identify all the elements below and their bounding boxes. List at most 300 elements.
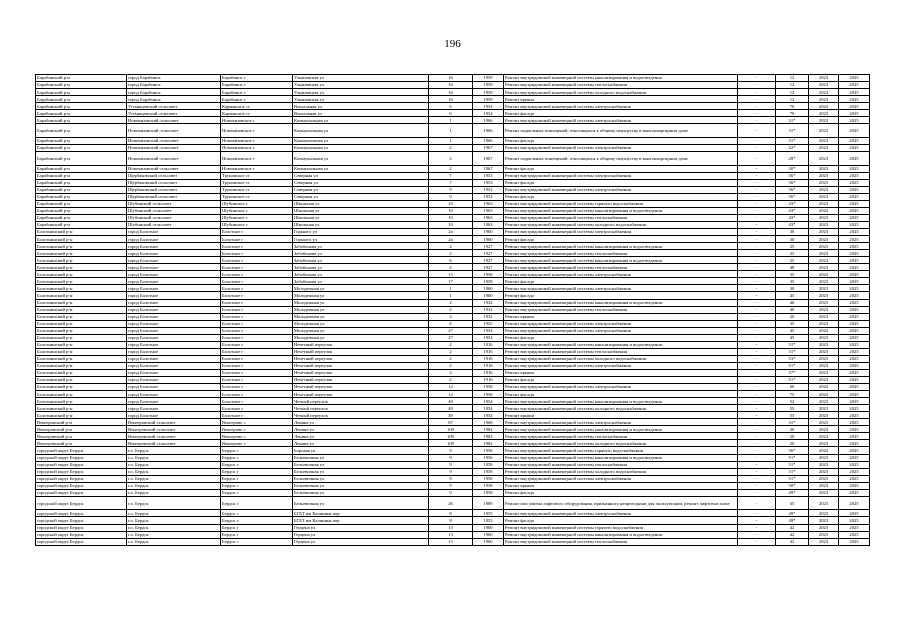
- cell-year-to: 2025: [839, 172, 870, 179]
- cell-value: 31*: [776, 137, 809, 144]
- cell-district: городской округ Бердск: [36, 468, 127, 475]
- cell-locality: Болотное г: [221, 405, 293, 412]
- cell-house: 9: [429, 482, 473, 489]
- cell-value: 51*: [776, 362, 809, 369]
- cell-work-type: Ремонт фасада: [504, 278, 738, 285]
- cell-value: 28*: [776, 152, 809, 166]
- cell-house: 27: [429, 334, 473, 341]
- cell-work-type: Ремонт внутридомовой инженерной системы электроснабжения: [504, 271, 738, 278]
- cell-district: Болотнинский р-н: [36, 299, 127, 306]
- cell-work-type: Ремонт фасада: [504, 137, 738, 144]
- table-row: [36, 144, 870, 151]
- table-row: [36, 264, 870, 271]
- cell-district: Болотнинский р-н: [36, 377, 127, 384]
- cell-value: 45: [776, 292, 809, 299]
- cell-locality: Шубинское с: [221, 207, 293, 214]
- cell-year-to: 2025: [839, 89, 870, 96]
- cell-locality: Болотное г: [221, 384, 293, 391]
- cell-value: 51*: [776, 377, 809, 384]
- table-row: [36, 186, 870, 193]
- table-row: [36, 124, 870, 138]
- cell-dash: -: [738, 320, 776, 327]
- cell-locality: Болотное г: [221, 355, 293, 362]
- cell-dash: -: [738, 348, 776, 355]
- cell-street: Нечетный переулок: [293, 377, 429, 384]
- cell-district: Барабинский р-н: [36, 82, 127, 89]
- cell-year: 1953: [473, 172, 504, 179]
- cell-street: Молодежная ул: [293, 313, 429, 320]
- cell-year-from: 2023: [809, 320, 839, 327]
- cell-locality: Бердск г: [221, 531, 293, 538]
- cell-locality: Болотное г: [221, 348, 293, 355]
- cell-locality: Шубинское с: [221, 221, 293, 228]
- cell-value: 12: [776, 96, 809, 103]
- cell-house: 9: [429, 468, 473, 475]
- cell-settlement: Новочановский сельсовет: [127, 144, 221, 151]
- cell-settlement: город Барабинск: [127, 89, 221, 96]
- cell-street: Бельевичная ул: [293, 489, 429, 496]
- cell-year: 1959: [473, 96, 504, 103]
- cell-settlement: город Болотное: [127, 264, 221, 271]
- cell-value: 32*: [776, 144, 809, 151]
- cell-work-type: Ремонт внутридомовой инженерной системы теплоснабжения: [504, 538, 738, 545]
- table-row: [36, 348, 870, 355]
- table-row: [36, 369, 870, 376]
- table-row: [36, 243, 870, 250]
- cell-value: 35: [776, 278, 809, 285]
- cell-dash: -: [738, 243, 776, 250]
- cell-locality: Болотное г: [221, 313, 293, 320]
- cell-settlement: Венгеровский сельсовет: [127, 426, 221, 433]
- cell-year-from: 2023: [809, 468, 839, 475]
- cell-district: Барабинский р-н: [36, 207, 127, 214]
- cell-street: Нечетный переулок: [293, 391, 429, 398]
- cell-year-from: 2023: [809, 229, 839, 236]
- cell-year-to: 2025: [839, 517, 870, 524]
- cell-year: 1959: [473, 89, 504, 96]
- cell-street: Бельевичная ул: [293, 454, 429, 461]
- page-number: 196: [444, 38, 461, 50]
- table-row: [36, 82, 870, 89]
- cell-value: 35: [776, 496, 809, 510]
- cell-year: 1958: [473, 391, 504, 398]
- cell-year-to: 2025: [839, 524, 870, 531]
- cell-value: 43*: [776, 200, 809, 207]
- cell-value: 75: [776, 391, 809, 398]
- cell-dash: -: [738, 391, 776, 398]
- cell-street: Коммунальная ул: [293, 117, 429, 124]
- cell-house: 10: [429, 221, 473, 228]
- cell-street: Горького ул: [293, 229, 429, 236]
- cell-value: 56*: [776, 179, 809, 186]
- cell-year-to: 2025: [839, 468, 870, 475]
- cell-work-type: Ремонт крыши: [504, 369, 738, 376]
- cell-year-from: 2023: [809, 313, 839, 320]
- cell-year-to: 2025: [839, 398, 870, 405]
- cell-year: 1967: [473, 165, 504, 172]
- cell-house: 2а: [429, 236, 473, 243]
- table-row: [36, 179, 870, 186]
- cell-year-from: 2023: [809, 264, 839, 271]
- cell-dash: -: [738, 292, 776, 299]
- cell-locality: Шубинское с: [221, 200, 293, 207]
- cell-year-from: 2023: [809, 447, 839, 454]
- cell-settlement: город Болотное: [127, 412, 221, 419]
- cell-year-to: 2025: [839, 278, 870, 285]
- cell-locality: Бердск г: [221, 454, 293, 461]
- cell-work-type: Ремонт внутридомовой инженерной системы холодного водоснабжения: [504, 468, 738, 475]
- cell-district: городской округ Бердск: [36, 447, 127, 454]
- cell-settlement: город Болотное: [127, 313, 221, 320]
- cell-value: 51*: [776, 454, 809, 461]
- table-row: [36, 341, 870, 348]
- cell-year-to: 2025: [839, 165, 870, 172]
- cell-work-type: Ремонт внутридомовой инженерной системы электроснабжения: [504, 117, 738, 124]
- cell-year-to: 2025: [839, 334, 870, 341]
- cell-street: Четный переулок: [293, 412, 429, 419]
- cell-dash: -: [738, 313, 776, 320]
- cell-house: 6: [429, 264, 473, 271]
- cell-year-from: 2023: [809, 341, 839, 348]
- cell-value: 45: [776, 327, 809, 334]
- cell-year-from: 2023: [809, 538, 839, 545]
- cell-district: Барабинский р-н: [36, 96, 127, 103]
- cell-house: 6: [429, 257, 473, 264]
- cell-house: 109: [429, 433, 473, 440]
- cell-work-type: Ремонт крыши: [504, 96, 738, 103]
- cell-settlement: город Болотное: [127, 377, 221, 384]
- cell-work-type: Ремонт фасада: [504, 179, 738, 186]
- cell-year-from: 2023: [809, 165, 839, 172]
- cell-district: Барабинский р-н: [36, 144, 127, 151]
- cell-settlement: Новочановский сельсовет: [127, 137, 221, 144]
- cell-year: 1963: [473, 200, 504, 207]
- cell-year-to: 2025: [839, 299, 870, 306]
- cell-locality: Новочановское с: [221, 117, 293, 124]
- cell-dash: -: [738, 144, 776, 151]
- table-row: [36, 384, 870, 391]
- cell-value: 25: [776, 243, 809, 250]
- table-body: [36, 75, 870, 546]
- cell-settlement: Щербаковский сельсовет: [127, 193, 221, 200]
- cell-year-to: 2025: [839, 193, 870, 200]
- cell-value: 56*: [776, 193, 809, 200]
- cell-year-to: 2025: [839, 152, 870, 166]
- table-row: [36, 531, 870, 538]
- cell-district: Барабинский р-н: [36, 89, 127, 96]
- cell-dash: -: [738, 454, 776, 461]
- cell-year: 1960: [473, 236, 504, 243]
- cell-year: 1954: [473, 110, 504, 117]
- cell-year: 1956: [473, 454, 504, 461]
- cell-year-from: 2023: [809, 285, 839, 292]
- cell-year-to: 2025: [839, 538, 870, 545]
- cell-year-from: 2023: [809, 299, 839, 306]
- cell-year: 1958: [473, 489, 504, 496]
- cell-value: 43*: [776, 221, 809, 228]
- cell-settlement: г.о. Бердск: [127, 447, 221, 454]
- cell-year-to: 2025: [839, 377, 870, 384]
- cell-year-to: 2025: [839, 419, 870, 426]
- cell-house: 2: [429, 362, 473, 369]
- cell-locality: Болотное г: [221, 412, 293, 419]
- cell-work-type: Ремонт фасада: [504, 165, 738, 172]
- table-row: [36, 454, 870, 461]
- cell-district: Болотнинский р-н: [36, 264, 127, 271]
- cell-value: 40: [776, 306, 809, 313]
- cell-year-to: 2025: [839, 117, 870, 124]
- cell-work-type: Ремонт внутридомовой инженерной системы электроснабжения: [504, 285, 738, 292]
- cell-house: 7: [429, 179, 473, 186]
- cell-year-to: 2025: [839, 348, 870, 355]
- cell-year-from: 2023: [809, 384, 839, 391]
- cell-year-from: 2023: [809, 152, 839, 166]
- cell-year-to: 2025: [839, 369, 870, 376]
- cell-year-from: 2023: [809, 398, 839, 405]
- cell-street: Школьная ул: [293, 221, 429, 228]
- cell-value: 25: [776, 257, 809, 264]
- cell-dash: -: [738, 531, 776, 538]
- cell-district: Болотнинский р-н: [36, 391, 127, 398]
- cell-year-from: 2023: [809, 419, 839, 426]
- cell-value: 42: [776, 538, 809, 545]
- cell-house: 13: [429, 531, 473, 538]
- cell-street: БГБТ им Калинина пер: [293, 510, 429, 517]
- cell-dash: -: [738, 306, 776, 313]
- cell-locality: Кармакское ст: [221, 110, 293, 117]
- cell-district: городской округ Бердск: [36, 475, 127, 482]
- cell-locality: Бердск г: [221, 461, 293, 468]
- cell-year-to: 2025: [839, 461, 870, 468]
- cell-year-to: 2025: [839, 341, 870, 348]
- cell-house: 10: [429, 207, 473, 214]
- cell-house: 12: [429, 391, 473, 398]
- cell-year: 1932: [473, 306, 504, 313]
- cell-year: 1963: [473, 207, 504, 214]
- table-row: [36, 313, 870, 320]
- table-row: [36, 377, 870, 384]
- cell-work-type: Ремонт фасада: [504, 193, 738, 200]
- cell-work-type: Ремонт крыши: [504, 412, 738, 419]
- cell-locality: Кармакское ст: [221, 103, 293, 110]
- cell-district: Барабинский р-н: [36, 152, 127, 166]
- cell-locality: Бердск г: [221, 510, 293, 517]
- cell-house: 8: [429, 510, 473, 517]
- cell-year-from: 2023: [809, 362, 839, 369]
- cell-year: 1954: [473, 334, 504, 341]
- cell-street: Ульяновская ул: [293, 75, 429, 82]
- cell-year-from: 2023: [809, 137, 839, 144]
- cell-year: 1956: [473, 447, 504, 454]
- cell-dash: -: [738, 221, 776, 228]
- cell-street: Северная ул: [293, 179, 429, 186]
- cell-street: Бельевичная ул: [293, 468, 429, 475]
- table-row: [36, 172, 870, 179]
- cell-house: 109: [429, 426, 473, 433]
- cell-value: 70: [776, 110, 809, 117]
- cell-value: 56*: [776, 447, 809, 454]
- cell-dash: -: [738, 179, 776, 186]
- cell-street: Бельевичная ул: [293, 475, 429, 482]
- cell-year-to: 2025: [839, 144, 870, 151]
- cell-value: 51*: [776, 341, 809, 348]
- cell-year: 1966: [473, 137, 504, 144]
- cell-house: 2: [429, 165, 473, 172]
- cell-street: Бельевичная ул: [293, 496, 429, 510]
- cell-year: 1916: [473, 362, 504, 369]
- cell-street: Забабонова ул: [293, 264, 429, 271]
- cell-district: Болотнинский р-н: [36, 229, 127, 236]
- cell-year-from: 2023: [809, 475, 839, 482]
- cell-value: 60: [776, 384, 809, 391]
- cell-value: 35: [776, 271, 809, 278]
- cell-value: 70: [776, 103, 809, 110]
- cell-locality: Труновское ст: [221, 186, 293, 193]
- table-row: [36, 327, 870, 334]
- cell-house: 9: [429, 475, 473, 482]
- cell-district: Болотнинский р-н: [36, 405, 127, 412]
- cell-street: Северная ул: [293, 172, 429, 179]
- cell-work-type: Ремонт внутридомовой инженерной системы теплоснабжения: [504, 433, 738, 440]
- cell-settlement: Устьянцевский сельсовет: [127, 110, 221, 117]
- cell-year-from: 2023: [809, 89, 839, 96]
- cell-year-to: 2025: [839, 214, 870, 221]
- cell-work-type: Ремонт внутридомовой инженерной системы канализирования и водоотведения: [504, 398, 738, 405]
- cell-house: 2: [429, 243, 473, 250]
- cell-value: 42: [776, 531, 809, 538]
- cell-work-type: Ремонт фасада: [504, 334, 738, 341]
- cell-locality: Венгерово с: [221, 440, 293, 447]
- cell-year: 1952: [473, 193, 504, 200]
- cell-work-type: Ремонт фасада: [504, 292, 738, 299]
- cell-year: 1960: [473, 524, 504, 531]
- cell-settlement: город Барабинск: [127, 96, 221, 103]
- cell-year-from: 2023: [809, 369, 839, 376]
- cell-year-from: 2023: [809, 517, 839, 524]
- cell-street: Забабонова ул: [293, 278, 429, 285]
- cell-settlement: город Болотное: [127, 405, 221, 412]
- cell-dash: -: [738, 137, 776, 144]
- cell-locality: Барабинск г: [221, 82, 293, 89]
- cell-street: Нечетный переулок: [293, 384, 429, 391]
- cell-dash: -: [738, 207, 776, 214]
- cell-work-type: Ремонт внутридомовой инженерной системы электроснабжения: [504, 172, 738, 179]
- cell-locality: Болотное г: [221, 398, 293, 405]
- table-row: [36, 96, 870, 103]
- cell-house: 6: [429, 103, 473, 110]
- cell-house: 26: [429, 496, 473, 510]
- cell-district: Барабинский р-н: [36, 179, 127, 186]
- cell-house: 16: [429, 89, 473, 96]
- cell-street: Северная ул: [293, 193, 429, 200]
- cell-settlement: город Болотное: [127, 271, 221, 278]
- cell-value: 20: [776, 433, 809, 440]
- cell-value: 30: [776, 236, 809, 243]
- cell-street: Забабонова ул: [293, 243, 429, 250]
- cell-year-to: 2025: [839, 362, 870, 369]
- table-row: [36, 496, 870, 510]
- cell-district: городской округ Бердск: [36, 454, 127, 461]
- cell-work-type: Ремонт внутридомовой инженерной системы электроснабжения: [504, 320, 738, 327]
- cell-locality: Болотное г: [221, 341, 293, 348]
- cell-settlement: Новочановский сельсовет: [127, 152, 221, 166]
- cell-district: Венгеровский р-н: [36, 426, 127, 433]
- cell-locality: Болотное г: [221, 229, 293, 236]
- cell-settlement: город Болотное: [127, 285, 221, 292]
- cell-street: Забабонова ул: [293, 271, 429, 278]
- table-row: [36, 137, 870, 144]
- cell-year: 1963: [473, 221, 504, 228]
- cell-year: 1982: [473, 440, 504, 447]
- cell-dash: -: [738, 229, 776, 236]
- cell-house: 1: [429, 137, 473, 144]
- cell-dash: -: [738, 362, 776, 369]
- cell-district: Барабинский р-н: [36, 110, 127, 117]
- cell-work-type: Ремонт фасада: [504, 391, 738, 398]
- cell-street: Горького ул: [293, 236, 429, 243]
- cell-dash: -: [738, 278, 776, 285]
- cell-district: Болотнинский р-н: [36, 341, 127, 348]
- cell-house: 16: [429, 96, 473, 103]
- cell-work-type: Ремонт внутридомовой инженерной системы горячего водоснабжения: [504, 524, 738, 531]
- cell-year-to: 2025: [839, 264, 870, 271]
- cell-year: 1955: [473, 320, 504, 327]
- cell-locality: Барабинск г: [221, 89, 293, 96]
- cell-street: Коммунальная ул: [293, 137, 429, 144]
- cell-house: 2а: [429, 229, 473, 236]
- cell-district: Болотнинский р-н: [36, 320, 127, 327]
- cell-year: 1953: [473, 179, 504, 186]
- cell-dash: -: [738, 405, 776, 412]
- cell-work-type: Ремонт внутридомовой инженерной системы электроснабжения: [504, 475, 738, 482]
- cell-dash: -: [738, 124, 776, 138]
- cell-dash: -: [738, 193, 776, 200]
- cell-house: 1: [429, 285, 473, 292]
- cell-locality: Болотное г: [221, 278, 293, 285]
- table-row: [36, 482, 870, 489]
- cell-work-type: Ремонт внутридомовой инженерной системы теплоснабжения: [504, 250, 738, 257]
- cell-settlement: город Болотное: [127, 391, 221, 398]
- cell-house: 12: [429, 384, 473, 391]
- cell-year-to: 2025: [839, 285, 870, 292]
- cell-district: городской округ Бердск: [36, 496, 127, 510]
- cell-work-type: Ремонт крыши: [504, 482, 738, 489]
- cell-house: 16: [429, 82, 473, 89]
- cell-dash: -: [738, 419, 776, 426]
- cell-locality: Бердск г: [221, 475, 293, 482]
- cell-work-type: Ремонт внутридомовой инженерной системы теплоснабжения: [504, 82, 738, 89]
- cell-district: городской округ Бердск: [36, 489, 127, 496]
- cell-year: 1916: [473, 355, 504, 362]
- cell-year-to: 2025: [839, 447, 870, 454]
- table-row: [36, 299, 870, 306]
- cell-dash: -: [738, 510, 776, 517]
- table-row: [36, 405, 870, 412]
- cell-street: Нечетный переулок: [293, 355, 429, 362]
- cell-district: городской округ Бердск: [36, 538, 127, 545]
- cell-settlement: Шубинский сельсовет: [127, 207, 221, 214]
- cell-year-to: 2025: [839, 96, 870, 103]
- cell-locality: Бердск г: [221, 524, 293, 531]
- cell-district: Болотнинский р-н: [36, 236, 127, 243]
- cell-district: Болотнинский р-н: [36, 313, 127, 320]
- cell-street: Бельевичная ул: [293, 482, 429, 489]
- cell-year-from: 2023: [809, 96, 839, 103]
- cell-value: 31*: [776, 419, 809, 426]
- cell-year: 1954: [473, 103, 504, 110]
- cell-district: Болотнинский р-н: [36, 243, 127, 250]
- cell-dash: -: [738, 75, 776, 82]
